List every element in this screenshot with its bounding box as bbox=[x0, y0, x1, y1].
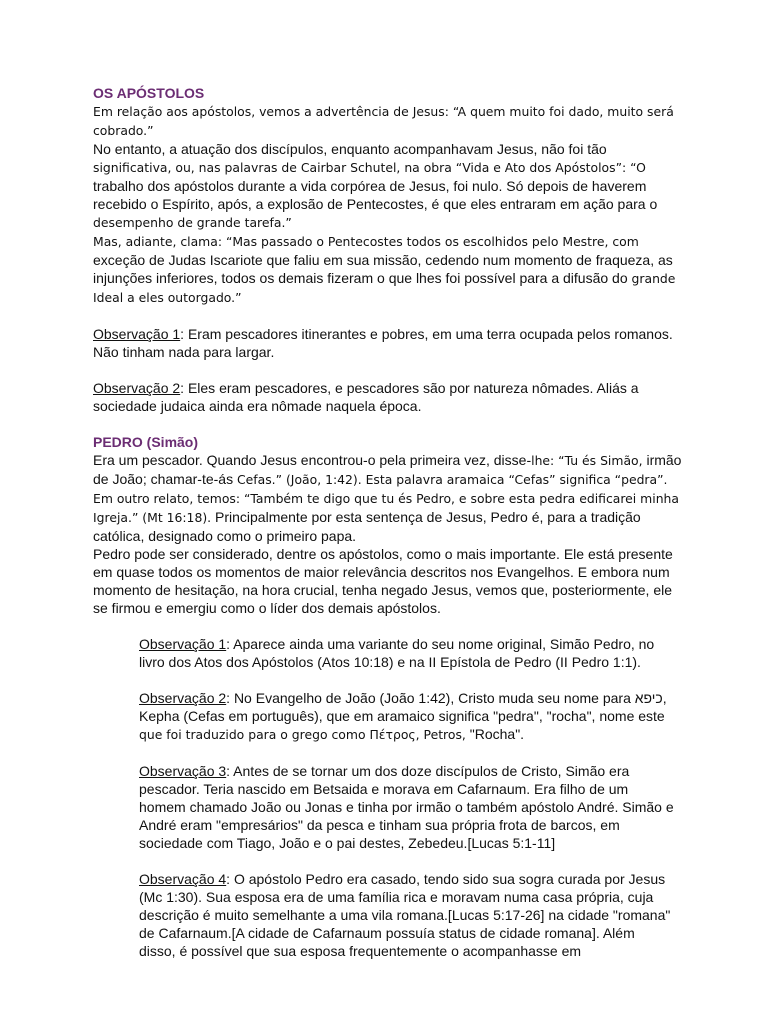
spacer bbox=[139, 744, 674, 762]
apostolos-observacao-2 bbox=[93, 379, 683, 415]
paragraph-atuacao bbox=[93, 140, 683, 232]
pedro-observacoes bbox=[139, 635, 674, 960]
spacer bbox=[93, 361, 683, 379]
observacao-text: : O apóstolo Pedro era casado, tendo sido sua sogra curada por Jesus (Mc 1:30). Sua esposa era de uma família rica e moravam numa casa própria, cuja descrição é muito semelhante a uma vila romana.[Lucas 5:17-26] na cidade "romana" de Cafarnaum.[A cidade de Cafarnaum possuía status de cidade romana]. Além disso, é possível que sua esposa frequentemente o acompanhasse em bbox=[139, 871, 671, 959]
pentecostes-text-b: exceção de Judas Iscariote que faliu em sua missão, cedendo num momento de fraqueza, as injunções inferiores, todos os demais fizeram o que lhes foi possível para a difusão do bbox=[93, 252, 673, 286]
pescador-text-b: lhe: “Tu és Simão, bbox=[531, 453, 643, 468]
spacer bbox=[93, 307, 683, 325]
paragraph-advertencia bbox=[93, 102, 683, 140]
pentecostes-text-a: Mas, adiante, clama: “Mas passado o Pentecostes todos os escolhidos pelo Mestre, com bbox=[93, 234, 639, 249]
pedro-observacao-4 bbox=[139, 870, 674, 960]
document-content bbox=[93, 84, 683, 960]
observacao-label: Observação 1 bbox=[139, 636, 227, 652]
pentecostes-text-c: grande Ideal a eles outorgado.” bbox=[93, 271, 676, 305]
observacao-text: : Antes de se tornar um dos doze discípulos de Cristo, Simão era pescador. Teria nascido em Betsaida e morava em Cafarnaum. Era filho de um homem chamado João ou Jonas e tinha por irmão o também apóstolo André. Simão e André eram "empresários" da pesca e tinham sua própria frota de barcos, em sociedade com Tiago, João e o pai destes, Zebedeu.[Lucas 5:1-11] bbox=[139, 763, 674, 851]
section-title-pedro: PEDRO (Simão) bbox=[93, 434, 199, 450]
pescador-text-d: Cefas.” (João, 1:42). Esta palavra aramaica “Cefas” significa bbox=[236, 472, 611, 487]
spacer bbox=[139, 852, 674, 870]
pedro-observacao-2 bbox=[139, 689, 674, 744]
observacao-text: : Aparece ainda uma variante do seu nome original, Simão Pedro, no livro dos Atos dos Apóstolos (Atos 10:18) e na II Epístola de Pedro (II Pedro 1:1). bbox=[139, 636, 655, 670]
atuacao-text-d: desempenho de grande tarefa.” bbox=[93, 215, 292, 230]
observacao-text-a: : No Evangelho de João (João 1:42), Cristo muda seu nome para כיפא, Kepha (Cefas em português), que em aramaico significa "pedra", "rocha", nome este bbox=[139, 690, 667, 724]
apostolos-observacao-1 bbox=[93, 325, 683, 361]
observacao-text: : Eram pescadores itinerantes e pobres, em uma terra ocupada pelos romanos. Não tinham nada para largar. bbox=[93, 326, 673, 360]
advertencia-text: Em relação aos apóstolos, vemos a advertência de Jesus: “A quem muito foi dado, muito será cobrado.” bbox=[93, 104, 674, 138]
observacao-label: Observação 1 bbox=[93, 326, 181, 342]
paragraph-pescador bbox=[93, 451, 683, 545]
observacao-label: Observação 2 bbox=[139, 690, 227, 706]
pescador-text-a: Era um pescador. Quando Jesus encontrou-o pela primeira vez, disse- bbox=[93, 452, 532, 468]
pedro-observacao-1 bbox=[139, 635, 674, 671]
atuacao-text-b: significativa, ou, nas palavras de Cairbar Schutel, na obra “Vida e Ato dos Apóstolos”: “O bbox=[93, 160, 646, 175]
paragraph-pentecostes bbox=[93, 232, 683, 307]
observacao-text-b: que foi traduzido para o grego como Πέτρος, Petros, bbox=[139, 727, 466, 742]
spacer bbox=[93, 617, 683, 635]
atuacao-text-c: trabalho dos apóstolos durante a vida corpórea de Jesus, foi nulo. Só depois de haverem recebido o Espírito, após, a explosão de Pentecostes, é que eles entraram em ação para o bbox=[93, 178, 658, 212]
pescador-text-c: irmão de João; chamar-te-ás bbox=[93, 452, 682, 487]
observacao-text-c: "Rocha". bbox=[465, 726, 525, 742]
paragraph-importante: Pedro pode ser considerado, dentre os apóstolos, como o mais importante. Ele está presente em quase todos os momentos de maior relevância descritos nos Evangelhos. E embora num momento de hesitação, na hora crucial, tenha negado Jesus, vemos que, posteriormente, ele se firmou e emergiu como o líder dos demais apóstolos. bbox=[93, 546, 673, 616]
pescador-text-e: “pedra”. Em outro relato, temos: “Também te digo que tu és Pedro, e sobre esta pedra edificarei minha Igreja.” (Mt 16:18). bbox=[93, 472, 679, 525]
pescador-text-f: Principalmente por esta sentença de Jesus, Pedro é, para a tradição católica, designado como o primeiro papa. bbox=[93, 509, 641, 544]
pedro-observacao-3 bbox=[139, 762, 674, 852]
observacao-label: Observação 2 bbox=[93, 380, 181, 396]
atuacao-text-a: No entanto, a atuação dos discípulos, enquanto acompanhavam Jesus, não foi tão bbox=[93, 141, 607, 157]
spacer bbox=[139, 671, 674, 689]
section-title-apostolos: OS APÓSTOLOS bbox=[93, 85, 205, 101]
spacer bbox=[93, 415, 683, 433]
observacao-label: Observação 3 bbox=[139, 763, 227, 779]
observacao-label: Observação 4 bbox=[139, 871, 227, 887]
observacao-text: : Eles eram pescadores, e pescadores são por natureza nômades. Aliás a sociedade judaica ainda era nômade naquela época. bbox=[93, 380, 639, 414]
